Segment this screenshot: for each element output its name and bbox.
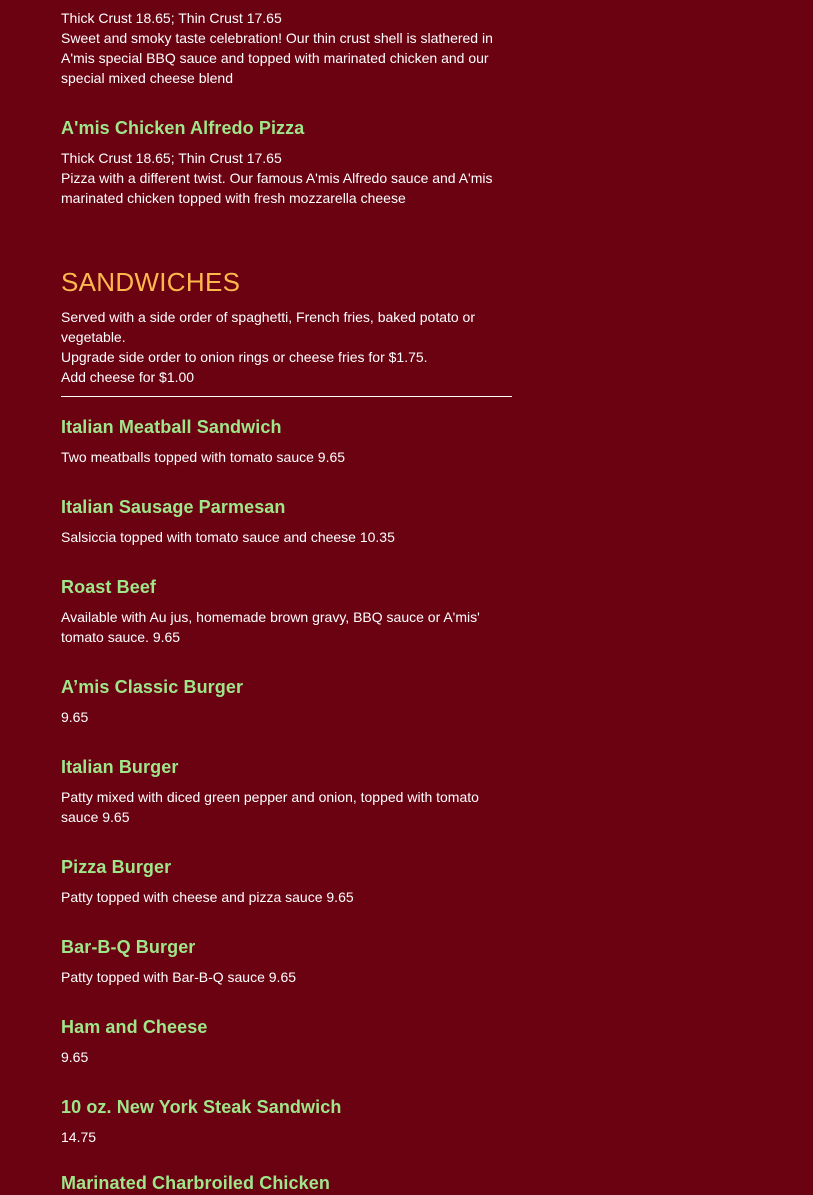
menu-item-title: Italian Burger [61, 757, 179, 777]
menu-item-title: Bar-B-Q Burger [61, 937, 196, 957]
item-description: 9.65 [61, 1049, 89, 1065]
menu-item-title: A’mis Classic Burger [61, 677, 244, 697]
item-description: Two meatballs topped with tomato sauce 9.65 [61, 449, 346, 465]
menu-item-title: 10 oz. New York Steak Sandwich [61, 1097, 342, 1117]
item-description: 9.65 [61, 709, 89, 725]
item-price: Thick Crust 18.65; Thin Crust 17.65 [61, 10, 282, 26]
item-description: Patty topped with cheese and pizza sauce 9.65 [61, 889, 354, 905]
menu-item-title: Roast Beef [61, 577, 157, 597]
menu-item-title: Italian Meatball Sandwich [61, 417, 282, 437]
item-description: Salsiccia topped with tomato sauce and cheese 10.35 [61, 529, 395, 545]
menu-item-title: Pizza Burger [61, 857, 172, 877]
section-intro-cheese: Add cheese for $1.00 [61, 369, 195, 385]
item-description: Patty topped with Bar-B-Q sauce 9.65 [61, 969, 297, 985]
section-intro: Served with a side order of spaghetti, French fries, baked potato or vegetable. [61, 309, 476, 345]
item-description: 14.75 [61, 1129, 97, 1145]
menu-item-title: Marinated Charbroiled Chicken [61, 1173, 330, 1193]
section-intro-upgrade: Upgrade side order to onion rings or cheese fries for $1.75. [61, 349, 428, 365]
item-description: Patty mixed with diced green pepper and onion, topped with tomato sauce 9.65 [61, 789, 479, 825]
item-description: Sweet and smoky taste celebration! Our thin crust shell is slathered in A'mis special BBQ sauce and topped with marinated chicken and our special mixed cheese blend [61, 30, 493, 86]
menu-item-title: A'mis Chicken Alfredo Pizza [61, 118, 305, 138]
item-description: Pizza with a different twist. Our famous A'mis Alfredo sauce and A'mis marinated chicken topped with fresh mozzarella cheese [61, 170, 493, 206]
menu-item-title: Ham and Cheese [61, 1017, 208, 1037]
section-divider [61, 396, 512, 397]
section-heading-sandwiches: SANDWICHES [61, 267, 241, 297]
item-description: Available with Au jus, homemade brown gravy, BBQ sauce or A'mis' tomato sauce. 9.65 [61, 609, 480, 645]
item-price: Thick Crust 18.65; Thin Crust 17.65 [61, 150, 282, 166]
menu-item-title: Italian Sausage Parmesan [61, 497, 286, 517]
